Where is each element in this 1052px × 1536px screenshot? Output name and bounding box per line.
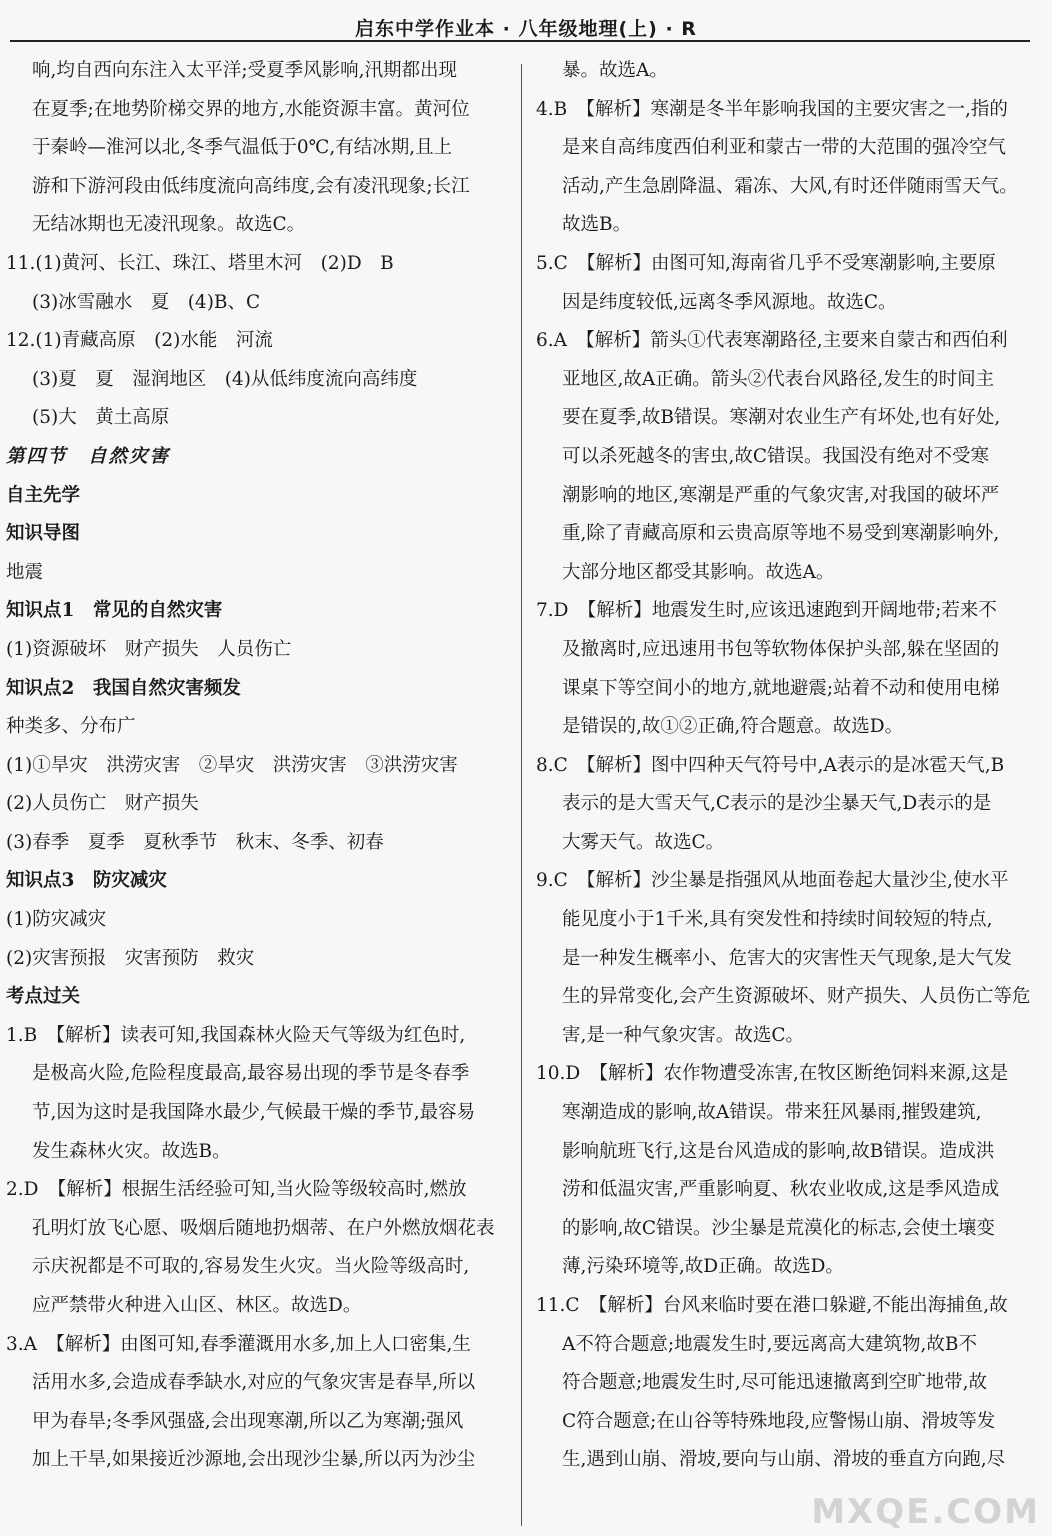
right-text-line: 8.C 【解析】图中四种天气符号中,A表示的是冰雹天气,B [536, 754, 1005, 776]
column-divider [521, 64, 522, 1526]
right-text-line: 5.C 【解析】由图可知,海南省几乎不受寒潮影响,主要原 [536, 252, 996, 274]
right-column [536, 52, 1036, 1480]
left-text-line: 活用水多,会造成春季缺水,对应的气象灾害是春旱,所以 [32, 1372, 476, 1394]
right-text-line: 7.D 【解析】地震发生时,应该迅速跑到开阔地带;若来不 [536, 600, 997, 622]
right-text-line: 大部分地区都受其影响。故选A。 [562, 561, 835, 583]
page-title: 启东中学作业本 · 八年级地理(上) · R [355, 18, 697, 40]
left-text-line: 知识点2 我国自然灾害频发 [6, 677, 241, 699]
right-text-line: 害,是一种气象灾害。故选C。 [562, 1024, 805, 1046]
left-text-line: 加上干旱,如果接近沙源地,会出现沙尘暴,所以丙为沙尘 [32, 1449, 476, 1471]
left-text-line: 响,均自西向东注入太平洋;受夏季风影响,汛期都出现 [32, 60, 457, 81]
left-text-line: 示庆祝都是不可取的,容易发生火灾。当火险等级高时, [32, 1256, 470, 1278]
right-text-line: 是错误的,故①②正确,符合题意。故选D。 [562, 716, 904, 738]
header-divider [10, 40, 1030, 42]
right-text-line: 生的异常变化,会产生资源破坏、财产损失、人员伤亡等危 [562, 986, 1031, 1008]
left-text-line: 2.D 【解析】根据生活经验可知,当火险等级较高时,燃放 [6, 1179, 467, 1201]
left-text-line: (2)人员伤亡 财产损失 [6, 793, 199, 815]
right-text-line: 潮影响的地区,寒潮是严重的气象灾害,对我国的破坏严 [562, 484, 1000, 506]
right-text-line: 是一种发生概率小、危害大的灾害性天气现象,是大气发 [562, 947, 1012, 969]
left-text-line: 自主先学 [6, 484, 81, 506]
right-text-line: C符合题意;在山谷等特殊地段,应警惕山崩、滑坡等发 [562, 1410, 996, 1432]
right-text-line: 11.C 【解析】台风来临时要在港口躲避,不能出海捕鱼,故 [536, 1295, 1008, 1316]
right-text-line: 的影响,故C错误。沙尘暴是荒漠化的标志,会使土壤变 [562, 1217, 995, 1239]
left-text-line: 11.(1)黄河、长江、珠江、塔里木河 (2)D B [6, 252, 394, 274]
right-text-line: 4.B 【解析】寒潮是冬半年影响我国的主要灾害之一,指的 [536, 98, 1008, 120]
watermark-logo: MXQE.COM [811, 1492, 1040, 1532]
right-text-line: 6.A 【解析】箭头①代表寒潮路径,主要来自蒙古和西伯利 [536, 330, 1008, 352]
right-text-line: 大雾天气。故选C。 [562, 831, 725, 853]
left-text-line: (3)冰雪融水 夏 (4)B、C [32, 291, 261, 313]
left-text-line: 游和下游河段由低纬度流向高纬度,会有凌汛现象;长江 [32, 175, 470, 197]
right-text-line: 重,除了青藏高原和云贵高原等地不易受到寒潮影响外, [562, 523, 1000, 545]
left-text-line: 地震 [6, 561, 44, 583]
left-text-line: 知识导图 [6, 523, 81, 545]
left-column [6, 52, 511, 1480]
left-text-line: 发生森林火灾。故选B。 [32, 1140, 231, 1162]
right-text-line: 生,遇到山崩、滑坡,要向与山崩、滑坡的垂直方向跑,尽 [562, 1449, 1006, 1471]
left-text-line: 考点过关 [6, 986, 81, 1008]
right-text-line: 寒潮造成的影响,故A错误。带来狂风暴雨,摧毁建筑, [562, 1102, 982, 1124]
right-text-line: 活动,产生急剧降温、霜冻、大风,有时还伴随雨雪天气。 [562, 175, 1018, 197]
left-text-line: 第四节 自然灾害 [6, 445, 171, 467]
left-text-line: 应严禁带火种进入山区、林区。故选D。 [32, 1295, 362, 1316]
left-text-line: (3)夏 夏 湿润地区 (4)从低纬度流向高纬度 [32, 368, 418, 390]
left-text-line: 在夏季;在地势阶梯交界的地方,水能资源丰富。黄河位 [32, 98, 470, 120]
left-text-line: 种类多、分布广 [6, 716, 136, 738]
right-text-line: A不符合题意;地震发生时,要远离高大建筑物,故B不 [562, 1333, 977, 1355]
right-text-line: 薄,污染环境等,故D正确。故选D。 [562, 1256, 844, 1278]
left-text-line: 节,因为这时是我国降水最少,气候最干燥的季节,最容易 [32, 1102, 476, 1124]
left-text-line: 12.(1)青藏高原 (2)水能 河流 [6, 330, 273, 352]
left-text-line: 无结冰期也无凌汛现象。故选C。 [32, 214, 306, 236]
left-text-line: 孔明灯放飞心愿、吸烟后随地扔烟蒂、在户外燃放烟花表 [32, 1217, 495, 1239]
left-text-line: 于秦岭—淮河以北,冬季气温低于0℃,有结冰期,且上 [32, 137, 453, 159]
right-text-line: 课桌下等空间小的地方,就地避震;站着不动和使用电梯 [562, 677, 1000, 699]
right-text-line: 涝和低温灾害,严重影响夏、秋农业收成,这是季风造成 [562, 1179, 1000, 1201]
left-text-line: (2)灾害预报 灾害预防 救灾 [6, 947, 255, 969]
right-text-line: 能见度小于1千米,具有突发性和持续时间较短的特点, [562, 909, 993, 931]
left-text-line: 3.A 【解析】由图可知,春季灌溉用水多,加上人口密集,生 [6, 1333, 471, 1355]
left-text-line: 甲为春旱;冬季风强盛,会出现寒潮,所以乙为寒潮;强风 [32, 1410, 464, 1432]
left-text-line: 知识点1 常见的自然灾害 [6, 600, 223, 622]
left-text-line: 知识点3 防灾减灾 [6, 870, 167, 892]
right-text-line: 及撤离时,应迅速用书包等软物体保护头部,躲在坚固的 [562, 638, 1000, 660]
left-text-line: 1.B 【解析】读表可知,我国森林火险天气等级为红色时, [6, 1024, 466, 1046]
left-text-line: (1)资源破坏 财产损失 人员伤亡 [6, 638, 292, 660]
right-text-line: 可以杀死越冬的害虫,故C错误。我国没有绝对不受寒 [562, 445, 990, 467]
right-text-line: 表示的是大雪天气,C表示的是沙尘暴天气,D表示的是 [562, 793, 992, 815]
right-text-line: 是来自高纬度西伯利亚和蒙古一带的大范围的强冷空气 [562, 137, 1007, 159]
right-text-line: 影响航班飞行,这是台风造成的影响,故B错误。造成洪 [562, 1140, 995, 1162]
right-text-line: 符合题意;地震发生时,尽可能迅速撤离到空旷地带,故 [562, 1372, 987, 1394]
page-header [0, 0, 1052, 44]
right-text-line: 因是纬度较低,远离冬季风源地。故选C。 [562, 291, 897, 313]
left-text-line: (1)①旱灾 洪涝灾害 ②旱灾 洪涝灾害 ③洪涝灾害 [6, 754, 458, 776]
right-text-line: 暴。故选A。 [562, 60, 668, 81]
right-text-line: 要在夏季,故B错误。寒潮对农业生产有坏处,也有好处, [562, 407, 1001, 429]
right-text-line: 10.D 【解析】农作物遭受冻害,在牧区断绝饲料来源,这是 [536, 1063, 1009, 1085]
left-text-line: (1)防灾减灾 [6, 909, 107, 931]
left-text-line: (3)春季 夏季 夏秋季节 秋末、冬季、初春 [6, 831, 384, 853]
left-text-line: 是极高火险,危险程度最高,最容易出现的季节是冬春季 [32, 1063, 470, 1085]
right-text-line: 亚地区,故A正确。箭头②代表台风路径,发生的时间主 [562, 368, 995, 390]
right-text-line: 9.C 【解析】沙尘暴是指强风从地面卷起大量沙尘,使水平 [536, 870, 1009, 892]
right-text-line: 故选B。 [562, 214, 632, 236]
left-text-line: (5)大 黄土高原 [32, 407, 170, 429]
